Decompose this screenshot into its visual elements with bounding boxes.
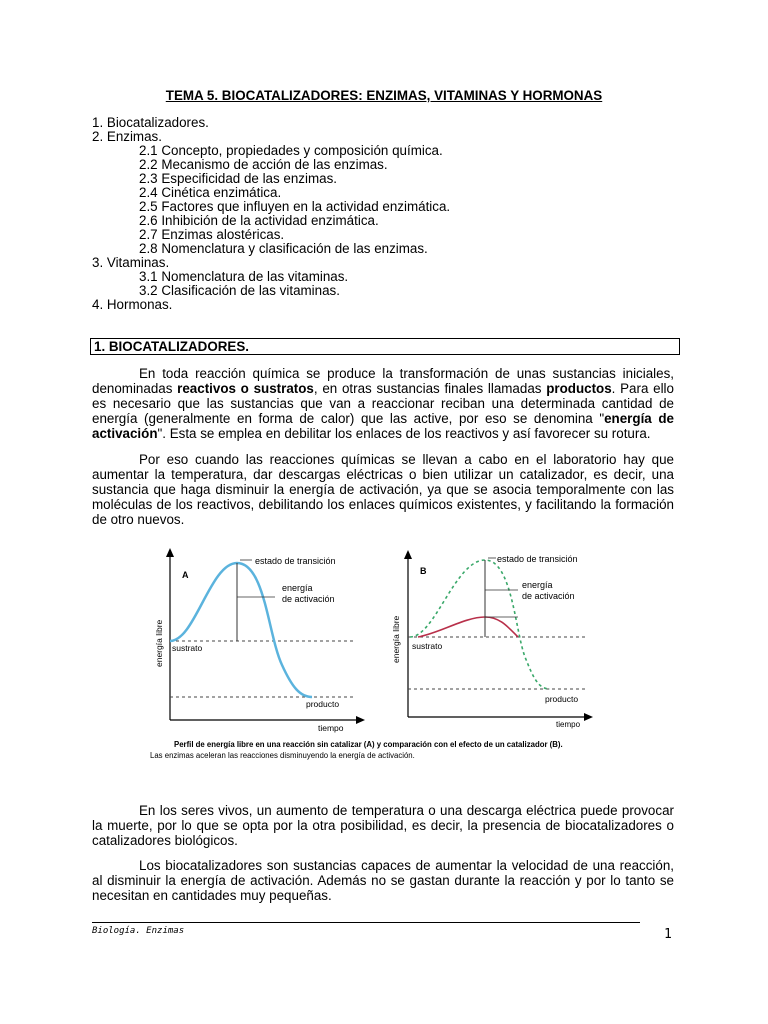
- transition-label: estado de transición: [255, 556, 336, 566]
- toc-item: 3.1 Nomenclatura de las vitaminas.: [139, 269, 349, 284]
- toc-item: 2.5 Factores que influyen en la actividad enzimática.: [139, 199, 451, 214]
- toc-item: 3.2 Clasificación de las vitaminas.: [139, 283, 340, 298]
- toc-item: 4. Hormonas.: [92, 297, 173, 312]
- toc-item: 2.3 Especificidad de las enzimas.: [139, 171, 337, 186]
- panel-a: [154, 548, 365, 733]
- footer-label: Biología. Enzimas: [92, 926, 185, 936]
- toc-item: 2.2 Mecanismo de acción de las enzimas.: [139, 157, 388, 172]
- x-axis-label: tiempo: [556, 720, 581, 729]
- paragraph-text: , en otras sustancias finales llamadas: [313, 381, 547, 396]
- paragraph-catalyst: Por eso cuando las reacciones químicas se llevan a cabo en el laboratorio hay que aumentar la temperatura, dar descargas eléctricas o bien utilizar un catalizador, es decir, una sustancia que haga disminuir la energía de activación, ya que se asocia temporalmente con las moléculas de los reactivos, debilitando los enlaces químicos existentes, y facilitando la formación de otro nuevos.: [92, 452, 674, 527]
- bold-term: reactivos o sustratos: [177, 381, 314, 396]
- toc-item: 2.4 Cinética enzimática.: [139, 185, 282, 200]
- figure-caption-secondary: Las enzimas aceleran las reacciones disminuyendo la energía de activación.: [150, 751, 415, 760]
- toc-item: 3. Vitaminas.: [92, 255, 170, 270]
- activation-label: de activación: [282, 594, 335, 604]
- activation-label: energía: [522, 580, 553, 590]
- document-title: TEMA 5. BIOCATALIZADORES: ENZIMAS, VITAMINAS Y HORMONAS: [165, 88, 603, 103]
- toc-item: 2.6 Inhibición de la actividad enzimática.: [139, 213, 379, 228]
- x-axis-label: tiempo: [318, 723, 344, 733]
- product-label: producto: [306, 699, 340, 709]
- y-axis-label: energía libre: [391, 615, 401, 663]
- transition-label: estado de transición: [497, 554, 578, 564]
- panel-letter: A: [182, 570, 189, 580]
- x-axis-arrow: [584, 713, 593, 721]
- figure-caption: Perfil de energía libre en una reacción sin catalizar (A) y comparación con el efecto de un catalizador (B).: [174, 740, 563, 749]
- y-axis-label: energía libre: [154, 619, 164, 667]
- toc-item: 2.7 Enzimas alostéricas.: [139, 227, 285, 242]
- activation-label: energía: [282, 583, 313, 593]
- toc-item: 2. Enzimas.: [92, 129, 162, 144]
- paragraph-text: ". Esta se emplea en debilitar los enlaces de los reactivos y así favorecer su rotura.: [157, 426, 651, 441]
- toc-item: 2.8 Nomenclatura y clasificación de las enzimas.: [139, 241, 428, 256]
- toc-item: 2.1 Concepto, propiedades y composición química.: [139, 143, 443, 158]
- page-number: 1: [664, 927, 672, 942]
- paragraph-biocatalysts: Los biocatalizadores son sustancias capaces de aumentar la velocidad de una reacción, al disminuir la energía de activación. Además no se gastan durante la reacción y por lo tanto se necesitan en cantidades muy pequeñas.: [92, 858, 674, 903]
- product-label: producto: [545, 694, 579, 704]
- panel-letter: B: [420, 566, 427, 576]
- bold-term: productos: [546, 381, 612, 396]
- x-axis-arrow: [356, 716, 365, 724]
- substrate-label: sustrato: [412, 641, 443, 651]
- y-axis-arrow: [166, 548, 174, 557]
- footer-divider: [92, 922, 640, 923]
- paragraph-reaction: [92, 366, 674, 441]
- section-heading: 1. BIOCATALIZADORES.: [90, 338, 680, 355]
- paragraph-text: . Para ello es necesario que las sustancias que van a reaccionar reciban una determinada cantidad de energía (generalmente en forma de calor) que las active, por eso se denomina ": [92, 381, 674, 426]
- activation-label: de activación: [522, 591, 575, 601]
- substrate-label: sustrato: [172, 643, 203, 653]
- y-axis-arrow: [404, 550, 412, 559]
- catalyzed-curve: [418, 617, 518, 637]
- toc-item: 1. Biocatalizadores.: [92, 115, 209, 130]
- paragraph-text: En toda reacción química se produce la transformación de unas sustancias iniciales, denominadas: [92, 366, 674, 396]
- paragraph-living-beings: En los seres vivos, un aumento de temperatura o una descarga eléctrica puede provocar la muerte, por lo que se opta por la otra posibilidad, es decir, la presencia de biocatalizadores o catalizadores biológicos.: [92, 803, 674, 848]
- activation-energy-figure: [140, 545, 600, 770]
- bold-term: energía de activación: [92, 411, 674, 441]
- panel-b: [391, 550, 593, 729]
- table-of-contents: [92, 115, 682, 311]
